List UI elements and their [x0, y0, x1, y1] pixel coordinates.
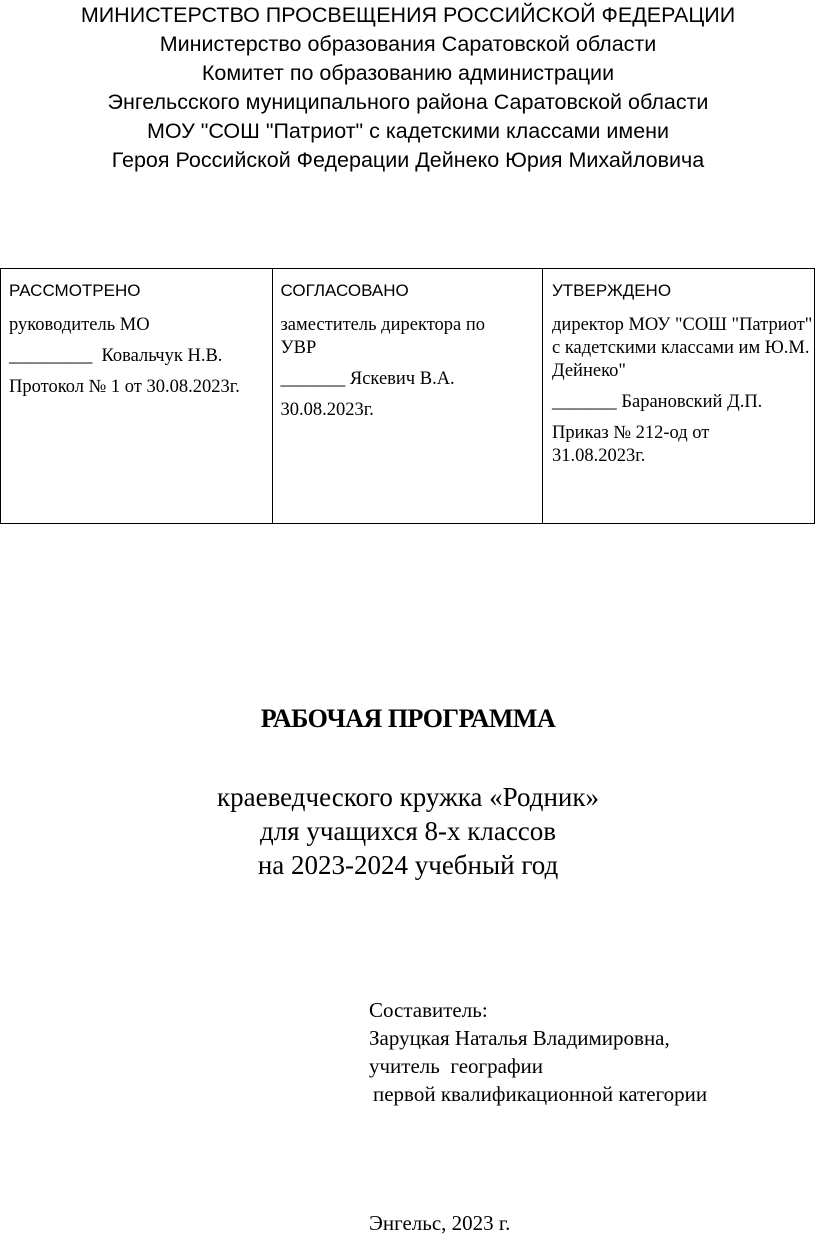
approved-order: Приказ № 212-од от 31.08.2023г.: [552, 423, 710, 466]
approval-agreed: [272, 269, 543, 523]
reviewed-position: руководитель МО: [9, 315, 150, 335]
approved-signature: _______ Барановский Д.П.: [552, 392, 763, 412]
reviewed-signature: _________ Ковальчук Н.В.: [9, 346, 223, 366]
approval-reviewed: [1, 269, 272, 523]
agreed-position: заместитель директора по УВР: [280, 315, 486, 358]
author-block: [369, 996, 707, 1108]
city-year: Энгельс, 2023 г.: [369, 1211, 511, 1235]
reviewed-title: РАССМОТРЕНО: [9, 281, 141, 300]
program-audience: для учащихся 8-х классов: [259, 816, 557, 846]
approved-title: УТВЕРЖДЕНО: [552, 281, 672, 300]
approval-approved: [542, 269, 814, 523]
reviewed-protocol: Протокол № 1 от 30.08.2023г.: [9, 377, 240, 397]
approval-table: [0, 268, 815, 524]
school-name: МОУ "СОШ "Патриот" с кадетскими классами имени: [146, 119, 670, 143]
author-category: первой квалификационной категории: [373, 1082, 708, 1106]
school-honoree: Героя Российской Федерации Дейнеко Юрия Михайловича: [111, 148, 705, 172]
document-title: РАБОЧАЯ ПРОГРАММА: [260, 704, 556, 733]
committee: Комитет по образованию администрации: [201, 61, 615, 85]
agreed-date: 30.08.2023г.: [280, 400, 374, 420]
program-year: на 2023-2024 учебный год: [257, 850, 559, 880]
author-name: Заруцкая Наталья Владимировна,: [369, 1026, 670, 1050]
program-name: краеведческого кружка «Родник»: [217, 782, 599, 812]
agreed-signature: _______ Яскевич В.А.: [280, 369, 455, 389]
ministry-regional: Министерство образования Саратовской области: [159, 32, 657, 56]
author-label: Составитель:: [369, 998, 488, 1022]
agreed-title: СОГЛАСОВАНО: [280, 281, 409, 300]
district: Энгельсского муниципального района Саратовской области: [107, 90, 709, 114]
author-role: учитель географии: [369, 1054, 544, 1078]
organization-header: [0, 0, 816, 175]
program-description: [0, 780, 816, 882]
approved-position: директор МОУ "СОШ "Патриот" с кадетскими классами им Ю.М. Дейнеко": [552, 315, 813, 381]
ministry-federal: МИНИСТЕРСТВО ПРОСВЕЩЕНИЯ РОССИЙСКОЙ ФЕДЕРАЦИИ: [80, 3, 736, 27]
